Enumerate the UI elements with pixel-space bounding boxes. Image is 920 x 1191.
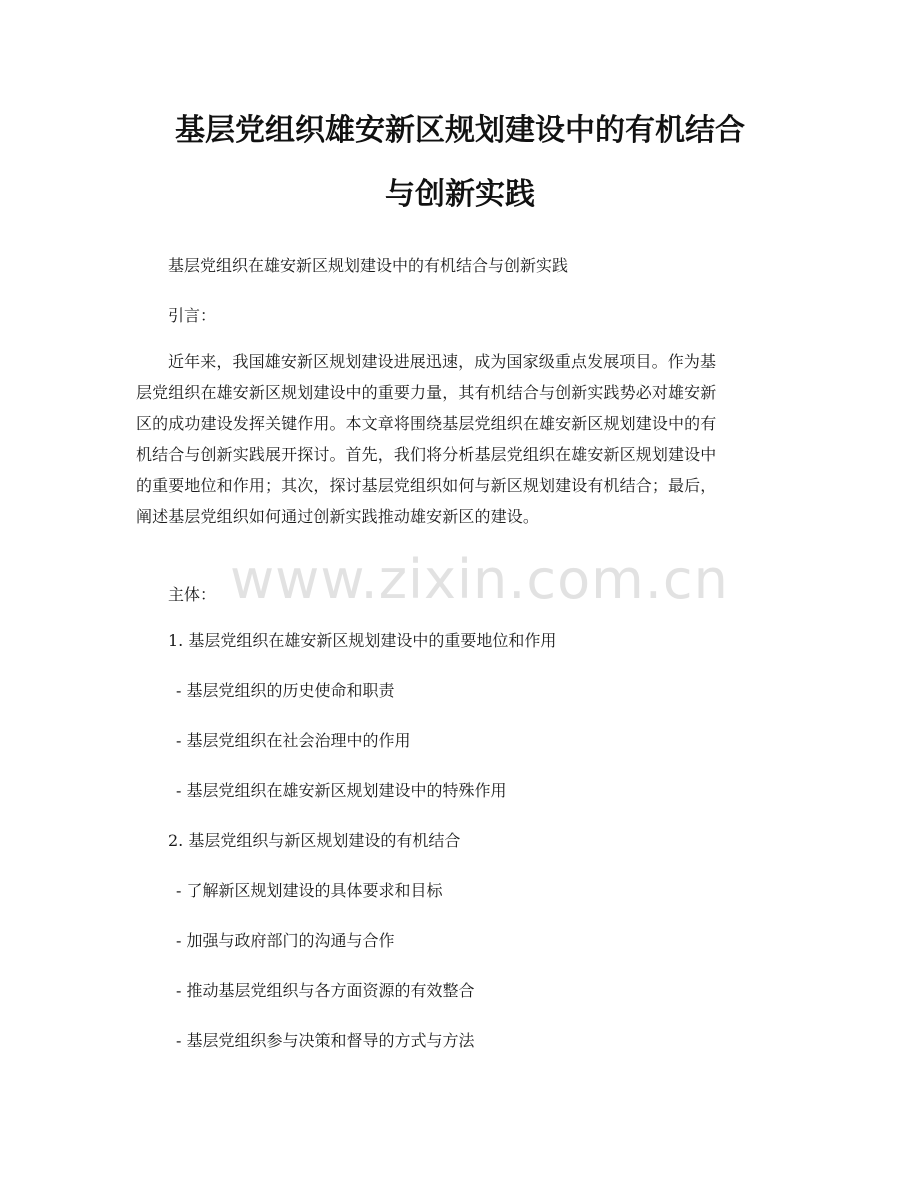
intro-label: 引言： <box>168 306 217 325</box>
intro-paragraph <box>136 349 786 535</box>
section-1-item: - 基层党组织的历史使命和职责 <box>176 681 395 700</box>
document-subtitle: 基层党组织在雄安新区规划建设中的有机结合与创新实践 <box>168 256 569 275</box>
intro-line: 近年来，我国雄安新区规划建设进展迅速，成为国家级重点发展项目。作为基 <box>168 352 717 371</box>
section-2-item: - 基层党组织参与决策和督导的方式与方法 <box>176 1031 475 1050</box>
main-label: 主体： <box>168 585 217 604</box>
section-2-item: - 推动基层党组织与各方面资源的有效整合 <box>176 981 475 1000</box>
section-1-item: - 基层党组织在雄安新区规划建设中的特殊作用 <box>176 781 507 800</box>
section-1-item: - 基层党组织在社会治理中的作用 <box>176 731 411 750</box>
intro-line: 层党组织在雄安新区规划建设中的重要力量，其有机结合与创新实践势必对雄安新 <box>136 383 717 402</box>
intro-line: 区的成功建设发挥关键作用。本文章将围绕基层党组织在雄安新区规划建设中的有 <box>136 414 717 433</box>
section-1-heading: 1. 基层党组织在雄安新区规划建设中的重要地位和作用 <box>168 631 557 650</box>
section-2-item: - 加强与政府部门的沟通与合作 <box>176 931 395 950</box>
intro-line: 阐述基层党组织如何通过创新实践推动雄安新区的建设。 <box>136 507 540 526</box>
section-2-item: - 了解新区规划建设的具体要求和目标 <box>176 881 443 900</box>
document-title-line-1: 基层党组织雄安新区规划建设中的有机结合 <box>175 113 745 148</box>
intro-line: 的重要地位和作用；其次，探讨基层党组织如何与新区规划建设有机结合；最后， <box>136 476 717 495</box>
document-title-line-2: 与创新实践 <box>385 177 535 212</box>
intro-line: 机结合与创新实践展开探讨。首先，我们将分析基层党组织在雄安新区规划建设中 <box>136 445 717 464</box>
watermark-text: www.zixin.com.cn <box>230 548 729 611</box>
section-2-heading: 2. 基层党组织与新区规划建设的有机结合 <box>168 831 461 850</box>
